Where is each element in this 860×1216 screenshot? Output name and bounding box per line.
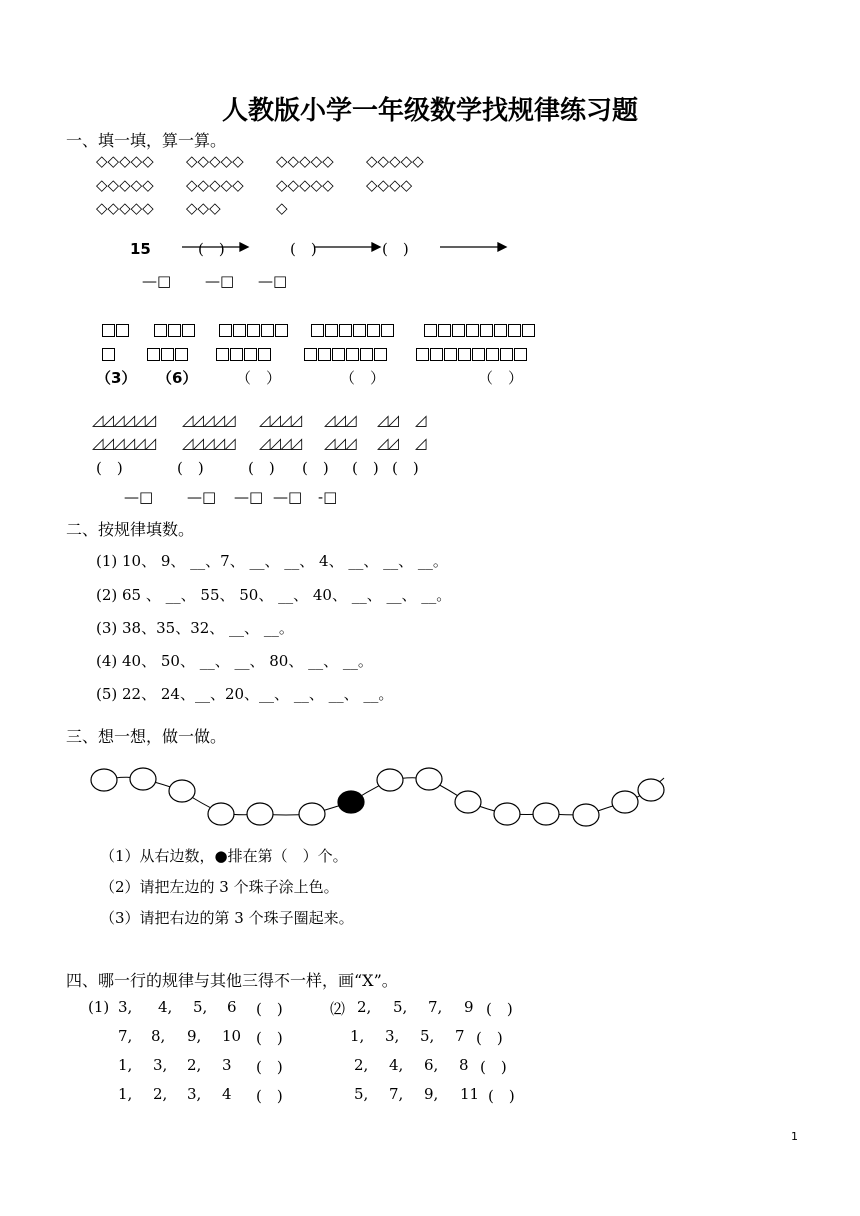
triangle-answer: ( )	[392, 459, 419, 477]
g2-r2-c3: 5,	[420, 1027, 435, 1045]
arrow-3	[440, 243, 506, 251]
square-group-r2-4	[304, 345, 388, 363]
g1-r2-c2: 8,	[151, 1027, 166, 1045]
g1-r2-c5: ( )	[256, 1029, 283, 1047]
minus-box: —□	[258, 272, 288, 290]
section-2-heading: 二、按规律填数。	[66, 520, 195, 539]
g1-r2-c1: 7,	[118, 1027, 133, 1045]
g2-r4-c1: 5,	[354, 1085, 369, 1103]
g1-r1-c1: 3,	[118, 998, 133, 1016]
triangle-group: ◿	[415, 411, 426, 429]
minus-box: —□	[124, 488, 154, 506]
triangle-group: ◿◿◿◿◿	[182, 411, 235, 429]
g1-r1-c3: 5,	[193, 998, 208, 1016]
g2-r4-c5: ( )	[488, 1087, 515, 1105]
triangle-group: ◿	[415, 434, 426, 452]
square-group-r2-1	[102, 345, 116, 363]
diamond-group: ◇◇◇	[186, 199, 221, 217]
g2-r3-c1: 2,	[354, 1056, 369, 1074]
g1-r4-c3: 3,	[187, 1085, 202, 1103]
g1-r3-c2: 3,	[153, 1056, 168, 1074]
g2-r1-c1: 2,	[357, 998, 372, 1016]
g1-r4-c2: 2,	[153, 1085, 168, 1103]
diamond-group: ◇◇◇◇◇	[96, 199, 154, 217]
square-answer: （3）	[96, 369, 137, 387]
triangle-group: ◿◿◿◿	[259, 434, 302, 452]
square-group-r2-2	[147, 345, 189, 363]
sequence-item-1: (1) 10、 9、 __、7、 __、 __、 4、 __、 __、 __。	[96, 552, 448, 570]
sequence-item-4: (4) 40、 50、 __、 __、 80、 __、 __。	[96, 652, 373, 670]
minus-box: —□	[234, 488, 264, 506]
square-answer: （ ）	[478, 369, 524, 387]
triangle-group: ◿◿◿	[324, 411, 356, 429]
square-group-r1-3	[219, 321, 289, 339]
triangle-group: ◿◿◿◿◿◿	[92, 434, 156, 452]
square-answer: （6）	[157, 369, 198, 387]
g2-r2-c5: ( )	[476, 1029, 503, 1047]
diamond-group: ◇◇◇◇◇	[96, 176, 154, 194]
square-group-r2-3	[216, 345, 272, 363]
g2-r1-c4: 9	[464, 998, 474, 1016]
diamond-group: ◇◇◇◇◇	[186, 176, 244, 194]
group-2-label: ⑵	[330, 1000, 346, 1018]
g2-r3-c2: 4,	[389, 1056, 404, 1074]
g2-r4-c4: 11	[460, 1085, 480, 1103]
minus-box: -□	[318, 488, 338, 506]
g2-r3-c3: 6,	[424, 1056, 439, 1074]
square-group-r2-5	[416, 345, 528, 363]
page-title: 人教版小学一年级数学找规律练习题	[222, 96, 639, 126]
g2-r1-c2: 5,	[393, 998, 408, 1016]
square-group-r1-1	[102, 321, 130, 339]
sequence-item-3: (3) 38、35、32、 __、 __。	[96, 619, 294, 637]
arrow-blank: ( )	[382, 240, 409, 258]
triangle-answer: ( )	[352, 459, 379, 477]
triangle-group: ◿◿◿◿◿	[182, 434, 235, 452]
section-4-heading: 四、哪一行的规律与其他三得不一样，画“X”。	[66, 971, 398, 990]
square-answer: （ ）	[236, 369, 282, 387]
g2-r2-c4: 7	[455, 1027, 465, 1045]
triangle-answer: ( )	[302, 459, 329, 477]
triangle-group: ◿◿	[377, 434, 399, 452]
sequence-item-5: (5) 22、 24、__、20、__、 __、 __、 __。	[96, 685, 394, 703]
minus-box: —□	[205, 272, 235, 290]
sequence-item-2: (2) 65 、 __、 55、 50、 __、 40、 __、 __、 __。	[96, 586, 452, 604]
triangle-answer: ( )	[96, 459, 123, 477]
g2-r1-c3: 7,	[428, 998, 443, 1016]
square-answer: （ ）	[340, 369, 386, 387]
beads	[91, 768, 664, 826]
bead-question-3: （3）请把右边的第 3 个珠子圈起来。	[100, 909, 354, 927]
g2-r3-c4: 8	[459, 1056, 469, 1074]
diamond-group: ◇	[276, 199, 288, 217]
g1-r1-c4: 6	[227, 998, 237, 1016]
g1-r3-c1: 1,	[118, 1056, 133, 1074]
g2-r4-c3: 9,	[424, 1085, 439, 1103]
triangle-group: ◿◿	[377, 411, 399, 429]
arrow-1	[182, 243, 248, 251]
diamond-group: ◇◇◇◇◇	[276, 152, 334, 170]
bead-question-1: （1）从右边数，●排在第（ ）个。	[100, 847, 348, 865]
g2-r4-c2: 7,	[389, 1085, 404, 1103]
arrow-start-number: 15	[130, 240, 151, 258]
arrow-2	[314, 243, 380, 251]
diamond-group: ◇◇◇◇◇	[276, 176, 334, 194]
square-group-r1-5	[424, 321, 536, 339]
g1-r4-c4: 4	[222, 1085, 232, 1103]
minus-box: —□	[273, 488, 303, 506]
diamond-group: ◇◇◇◇◇	[186, 152, 244, 170]
arrow-blank: ( )	[290, 240, 317, 258]
square-group-r1-2	[154, 321, 196, 339]
diamond-group: ◇◇◇◇◇	[96, 152, 154, 170]
g1-r2-c4: 10	[222, 1027, 242, 1045]
g2-r1-c5: ( )	[486, 1000, 513, 1018]
section-3-heading: 三、想一想，做一做。	[66, 727, 227, 746]
g1-r1-c5: ( )	[256, 1000, 283, 1018]
g1-r4-c5: ( )	[256, 1087, 283, 1105]
page-number: 1	[791, 1130, 798, 1143]
minus-box: —□	[142, 272, 172, 290]
triangle-group: ◿◿◿◿	[259, 411, 302, 429]
g1-r1-c2: 4,	[158, 998, 173, 1016]
diamond-group: ◇◇◇◇	[366, 176, 413, 194]
triangle-group: ◿◿◿◿◿◿	[92, 411, 156, 429]
bead-question-2: （2）请把左边的 3 个珠子涂上色。	[100, 878, 339, 896]
square-group-r1-4	[311, 321, 395, 339]
g1-r4-c1: 1,	[118, 1085, 133, 1103]
minus-box: —□	[187, 488, 217, 506]
arrow-blank: ( )	[198, 240, 225, 258]
triangle-answer: ( )	[177, 459, 204, 477]
group-1-label: (1)	[88, 998, 110, 1016]
g1-r3-c4: 3	[222, 1056, 232, 1074]
g2-r3-c5: ( )	[480, 1058, 507, 1076]
g1-r2-c3: 9,	[187, 1027, 202, 1045]
g2-r2-c1: 1,	[350, 1027, 365, 1045]
g1-r3-c3: 2,	[187, 1056, 202, 1074]
g1-r3-c5: ( )	[256, 1058, 283, 1076]
diamond-group: ◇◇◇◇◇	[366, 152, 424, 170]
triangle-group: ◿◿◿	[324, 434, 356, 452]
section-1-heading: 一、填一填，算一算。	[66, 131, 227, 150]
g2-r2-c2: 3,	[385, 1027, 400, 1045]
triangle-answer: ( )	[248, 459, 275, 477]
